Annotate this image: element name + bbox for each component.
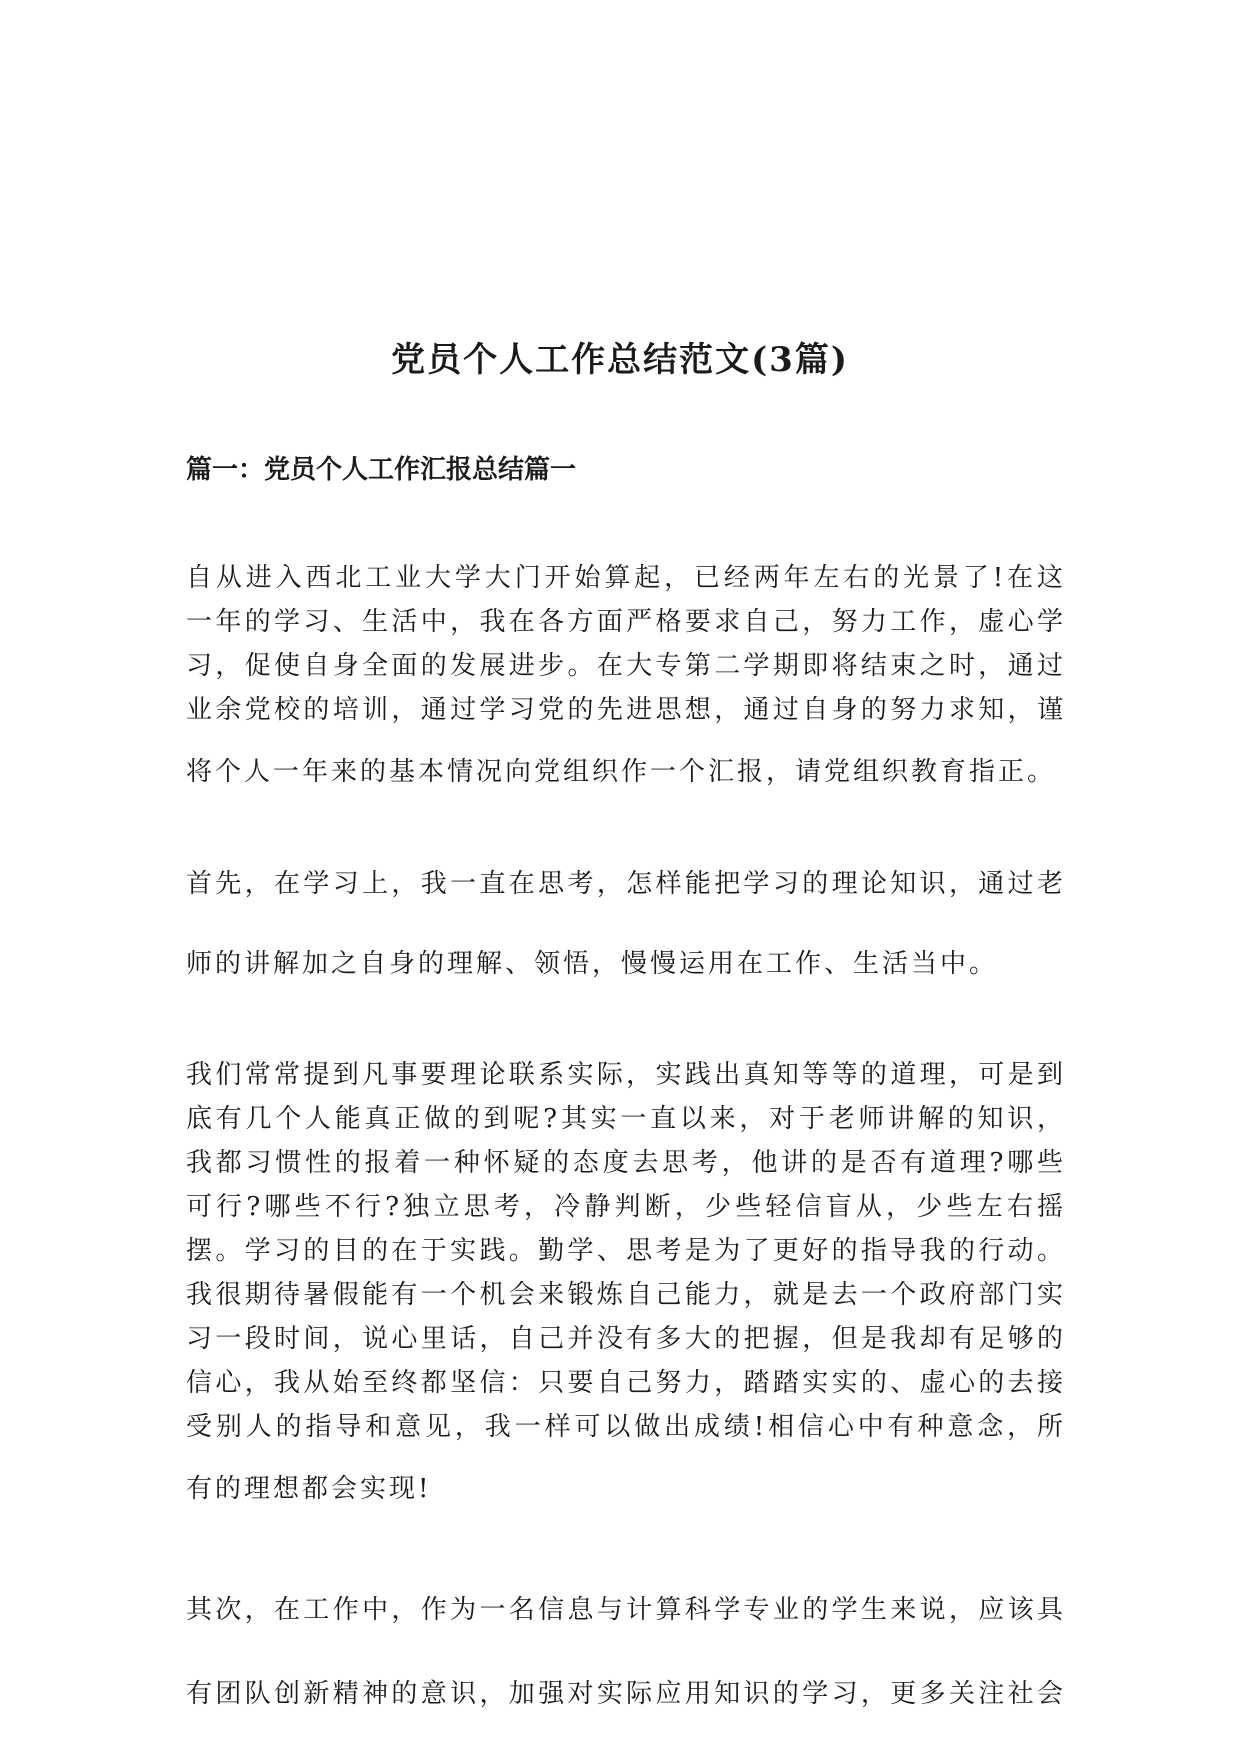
paragraph-line: 将个人一年来的基本情况向党组织作一个汇报，请党组织教育指正。 (186, 757, 1057, 787)
paragraph-line: 可行?哪些不行?独立思考，冷静判断，少些轻信盲从，少些左右摇 (186, 1192, 1066, 1222)
paragraph-3 (186, 1053, 1066, 1511)
paragraph-line: 习，促使自身全面的发展进步。在大专第二学期即将结束之时，通过 (186, 651, 1066, 681)
paragraph-line: 我们常常提到凡事要理论联系实际，实践出真知等等的道理，可是到 (186, 1060, 1066, 1090)
paragraph-line: 一年的学习、生活中，我在各方面严格要求自己，努力工作，虚心学 (186, 607, 1066, 637)
paragraph-4 (186, 1588, 1066, 1716)
paragraph-line: 我都习惯性的报着一种怀疑的态度去思考，他讲的是否有道理?哪些 (186, 1148, 1066, 1178)
paragraph-2 (186, 862, 1066, 986)
paragraph-line: 有团队创新精神的意识，加强对实际应用知识的学习，更多关注社会 (186, 1679, 1066, 1709)
paragraph-line: 业余党校的培训，通过学习党的先进思想，通过自身的努力求知，谨 (186, 695, 1066, 725)
paragraph-line: 受别人的指导和意见，我一样可以做出成绩!相信心中有种意念，所 (186, 1412, 1066, 1442)
paragraph-line: 其次，在工作中，作为一名信息与计算科学专业的学生来说，应该具 (186, 1595, 1066, 1625)
paragraph-line: 我很期待暑假能有一个机会来锻炼自己能力，就是去一个政府部门实 (186, 1280, 1066, 1310)
paragraph-line: 自从进入西北工业大学大门开始算起，已经两年左右的光景了!在这 (186, 563, 1066, 593)
paragraph-line: 首先，在学习上，我一直在思考，怎样能把学习的理论知识，通过老 (186, 869, 1066, 899)
document-title: 党员个人工作总结范文(3篇) (391, 340, 849, 380)
section-heading: 篇一：党员个人工作汇报总结篇一 (186, 455, 577, 485)
paragraph-1 (186, 556, 1066, 794)
paragraph-line: 师的讲解加之自身的理解、领悟，慢慢运用在工作、生活当中。 (186, 949, 999, 979)
paragraph-line: 习一段时间，说心里话，自己并没有多大的把握，但是我却有足够的 (186, 1324, 1066, 1354)
paragraph-line: 信心，我从始至终都坚信：只要自己努力，踏踏实实的、虚心的去接 (186, 1368, 1066, 1398)
paragraph-line: 有的理想都会实现! (186, 1474, 432, 1504)
paragraph-line: 摆。学习的目的在于实践。勤学、思考是为了更好的指导我的行动。 (186, 1236, 1066, 1266)
paragraph-line: 底有几个人能真正做的到呢?其实一直以来，对于老师讲解的知识， (186, 1104, 1066, 1134)
